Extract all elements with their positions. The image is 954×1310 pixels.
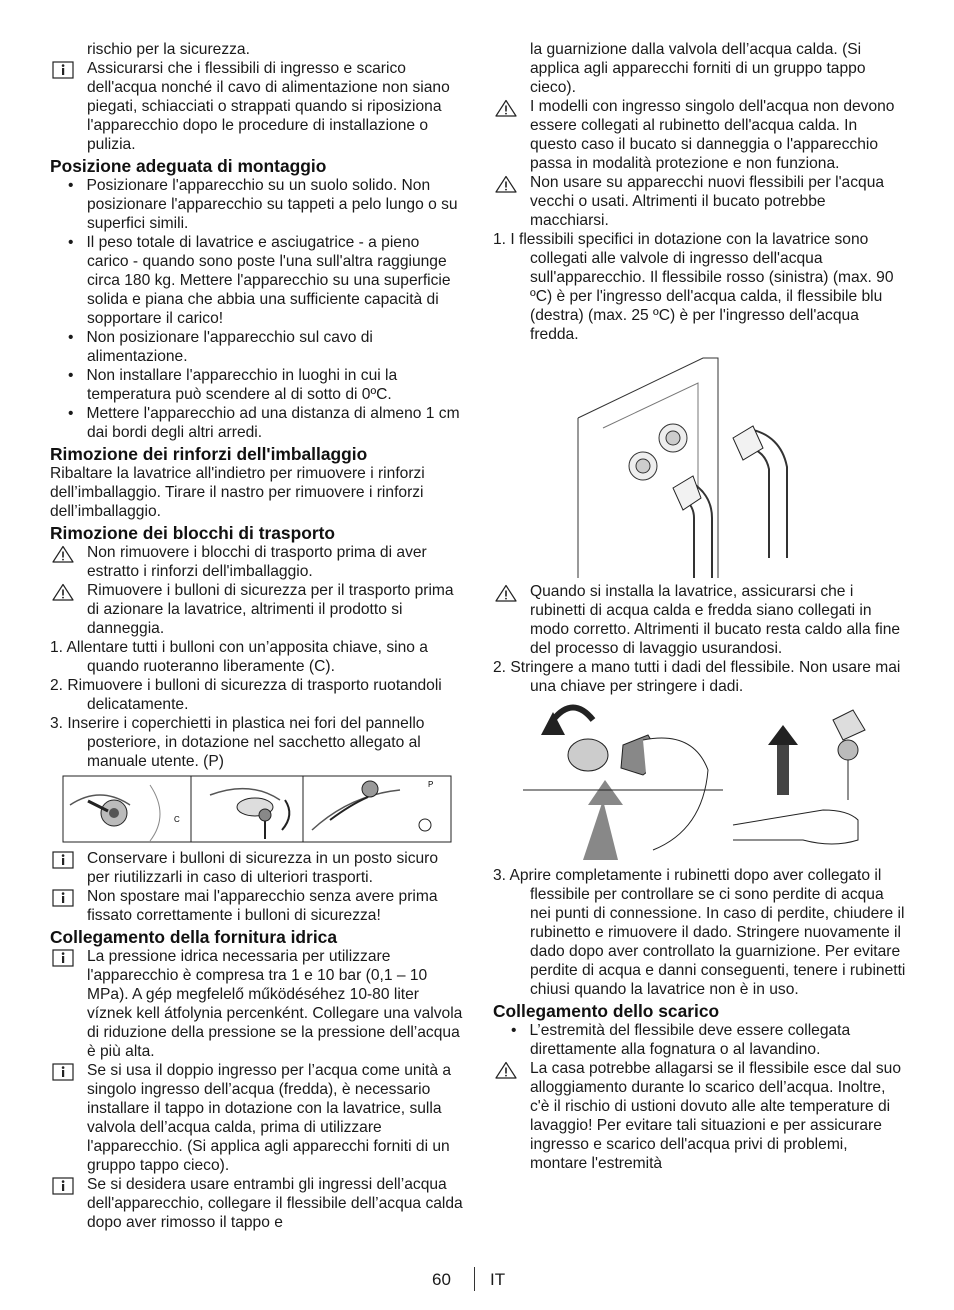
continuation-text: la guarnizione dalla valvola dell’acqua calda. (Si applica agli apparecchi forniti di un gruppo tappo cieco). (530, 41, 866, 96)
info-icon (52, 949, 74, 967)
bullet-item: • Mettere l'apparecchio ad una distanza di almeno 1 cm dai bordi degli altri arredi. (68, 405, 460, 441)
warning-old-hoses (493, 173, 907, 230)
bullet-item: • Il peso totale di lavatrice e asciugatrice - a pieno carico - quando sono poste l'una sull'altra raggiunge circa 180 kg. Mettere l'apparecchio su una superficie solida e piana che abbia una sufficiente capacità di sopportare il carico! (68, 234, 451, 327)
info-icon (52, 1177, 74, 1195)
note-hoses (50, 59, 464, 154)
heading-reinforcements: Rimozione dei rinforzi dell'imballaggio (50, 444, 368, 464)
hose-connection-illustration (493, 348, 907, 578)
info-icon (52, 61, 74, 79)
warning-text: Quando si installa la lavatrice, assicurarsi che i rubinetti di acqua calda e fredda siano collegati in modo corretto. Altrimenti il bucato resta caldo alla fine del processo di lavaggio usurandosi. (530, 583, 901, 657)
heading-transport: Rimozione dei blocchi di trasporto (50, 523, 336, 543)
info-icon (52, 851, 74, 869)
warning-transport-2 (50, 581, 464, 638)
warning-text: Rimuovere i bulloni di sicurezza per il trasporto prima di azionare la lavatrice, altrimenti il prodotto si danneggia. (87, 582, 454, 637)
step-item: 3. Aprire completamente i rubinetti dopo aver collegato il flessibile per controllare se ci sono perdite di acqua nei punti di connessione. In caso di perdite, chiudere il rubinetto e rimuovere il dado. Stringere nuovamente il dado dopo aver controllato la guarnizione. Per evitare perdite di acqua e danni conseguenti, tenere i rubinetti chiusi quando la lavatrice non è in uso. (493, 867, 906, 998)
hand-tightening-illustration (493, 700, 907, 862)
transport-bolts-illustration (50, 775, 464, 845)
warning-transport-1 (50, 543, 464, 581)
warning-icon (495, 584, 517, 602)
bullet-item: • Non posizionare l'apparecchio sul cavo di alimentazione. (68, 329, 373, 365)
warning-icon (495, 175, 517, 193)
reinforce-text: Ribaltare la lavatrice all'indietro per rimuovere i rinforzi dell’imballaggio. Tirare il nastro per rimuovere i rinforzi dell’imballaggio. (50, 465, 425, 520)
label-p: P (428, 780, 434, 789)
left-column (50, 40, 464, 1232)
warning-text: Non usare su apparecchi nuovi flessibili per l'acqua vecchi o usati. Altrimenti il bucato potrebbe macchiarsi. (530, 174, 885, 229)
warning-text: La casa potrebbe allagarsi se il flessibile esce dal suo alloggiamento durante lo scarico dell’acqua. Inoltre, c'è il rischio di ustioni dovuto alle alte temperature di lavaggio! Per evitare tali situazioni e per assicurare ingresso e scarico dell'acqua privi di problemi, montare l'estremità (530, 1060, 901, 1172)
note-text: Assicurarsi che i flessibili di ingresso e scarico dell'acqua nonché il cavo di alimentazione non siano piegati, schiacciati o strappati quando si riposiziona l'apparecchio dopo le procedure di installazione o pulizia. (87, 60, 450, 153)
note-text: La pressione idrica necessaria per utilizzare l'apparecchio è compresa tra 1 e 10 bar (0,1 – 10 MPa). A gép megfelelő működéséhez 10-80 liter víznek kell átfolynia percenként. Collegare una valvola di riduzione della pressione se la pressione dell’acqua è più alta. (87, 948, 463, 1060)
step-item: 1. Allentare tutti i bulloni con un’apposita chiave, sino a quando ruoteranno liberamente (C). (50, 639, 428, 675)
note-water-3 (50, 1175, 464, 1232)
info-icon (52, 889, 74, 907)
step-item: 1. I flessibili specifici in dotazione con la lavatrice sono collegati alle valvole di ingresso dell'acqua sull'apparecchio. Il flessibile rosso (sinistra) (max. 90 ºC) è per l'ingresso dell'acqua calda, il flessibile blu (destra) (max. 25 ºC) è per l'ingresso dell'acqua fredda. (493, 231, 894, 343)
warning-icon (495, 1061, 517, 1079)
note-water-2 (50, 1061, 464, 1175)
footer-divider (474, 1267, 475, 1291)
warning-icon (52, 583, 74, 601)
step-item: 2. Stringere a mano tutti i dadi del flessibile. Non usare mai una chiave per stringere i dadi. (493, 659, 901, 695)
page-number: 60 (432, 1270, 451, 1289)
warning-drain (493, 1059, 907, 1173)
heading-drain: Collegamento dello scarico (493, 1001, 720, 1021)
intro-continuation: rischio per la sicurezza. (87, 41, 250, 58)
warning-icon (495, 99, 517, 117)
warning-icon (52, 545, 74, 563)
step-item: 2. Rimuovere i bulloni di sicurezza di trasporto ruotandoli delicatamente. (50, 677, 442, 713)
step-item: 3. Inserire i coperchietti in plastica nei fori del pannello posteriore, in dotazione nel sacchetto allegato al manuale utente. (P) (50, 715, 425, 770)
heading-position: Posizione adeguata di montaggio (50, 156, 327, 176)
info-icon (52, 1063, 74, 1081)
warning-text: Non rimuovere i blocchi di trasporto prima di aver estratto i rinforzi dell'imballaggio. (87, 544, 427, 580)
note-text: Conservare i bulloni di sicurezza in un posto sicuro per riutilizzarli in caso di ulteriori trasporti. (87, 850, 439, 886)
note-transport-2 (50, 887, 464, 925)
language-code: IT (490, 1270, 506, 1289)
warning-taps (493, 582, 907, 658)
bullet-item: • Posizionare l'apparecchio su un suolo solido. Non posizionare l'apparecchio su tappeti a pelo lungo o su superfici simili. (68, 177, 458, 232)
note-text: Se si usa il doppio ingresso per l’acqua come unità a singolo ingresso dell’acqua (fredda), è necessario installare il tappo in dotazione con la lavatrice, sulla valvola dell’acqua calda, prima di utilizzare l'apparecchio. (Si applica agli apparecchi forniti di un gruppo tappo cieco). (87, 1062, 452, 1174)
heading-water-supply: Collegamento della fornitura idrica (50, 927, 337, 947)
bullet-item: • Non installare l'apparecchio in luoghi in cui la temperatura può scendere al di sotto di 0ºC. (68, 367, 398, 403)
bullet-item: • L’estremità del flessibile deve essere collegata direttamente alla fognatura o al lavandino. (511, 1022, 851, 1058)
note-transport-1 (50, 849, 464, 887)
note-text: Se si desidera usare entrambi gli ingressi dell’acqua dell'apparecchio, collegare il flessibile dell’acqua calda dopo aver rimosso il tappo e (87, 1176, 463, 1231)
label-c: C (174, 815, 180, 824)
warning-single-inlet (493, 97, 907, 173)
warning-text: I modelli con ingresso singolo dell'acqua non devono essere collegati al rubinetto dell'acqua calda. In questo caso il bucato si danneggia o l'apparecchio passa in modalità protezione e non funziona. (530, 98, 895, 172)
note-water-1 (50, 947, 464, 1061)
right-column (493, 40, 907, 1173)
note-text: Non spostare mai l'apparecchio senza avere prima fissato correttamente i bulloni di sicurezza! (87, 888, 438, 924)
